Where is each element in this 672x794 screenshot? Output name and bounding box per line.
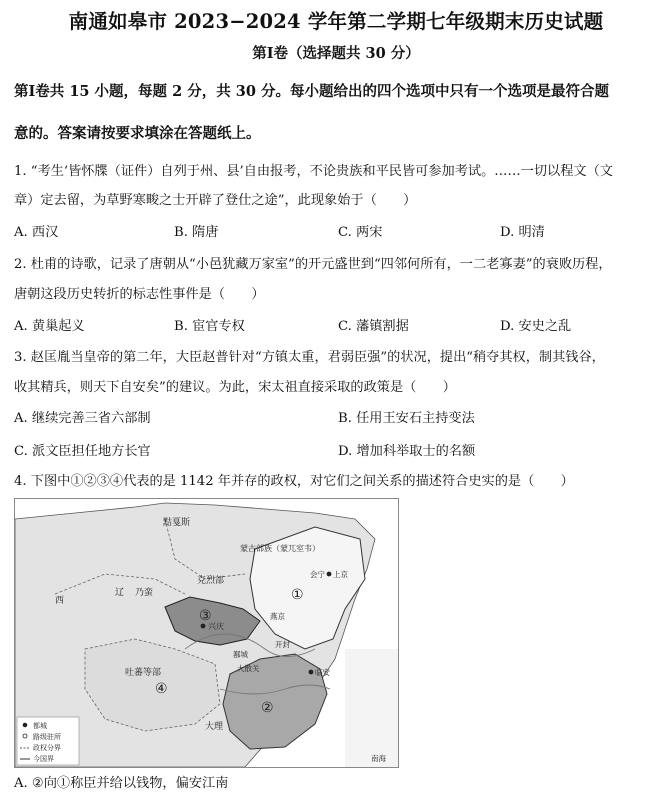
map-label-kaifeng: 开封 <box>275 640 290 649</box>
question-1-option-b[interactable]: B. 隋唐 <box>174 225 219 240</box>
question-2-option-d[interactable]: D. 安史之乱 <box>500 319 572 334</box>
map-label-tubo: 吐蕃等部 <box>125 668 162 678</box>
question-3-line-1: 3. 赵匡胤当皇帝的第二年，大臣赵普针对“方镇太重，君弱臣强”的状况，提出“稍夺其权，制其钱谷， <box>14 350 605 365</box>
map-label-dasanguan: 大散关 <box>237 664 260 673</box>
map-label-mongol: 蒙古部族（蒙兀室韦） <box>240 544 320 553</box>
legend-boundary: 政权分界 <box>33 744 61 752</box>
question-1-option-c[interactable]: C. 两宋 <box>338 225 383 240</box>
page-title: 南通如皋市 2023−2024 学年第二学期七年级期末历史试题 <box>68 10 604 33</box>
question-1-option-d[interactable]: D. 明清 <box>500 225 545 240</box>
question-4-option-a[interactable]: A. ②向①称臣并给以钱物，偏安江南 <box>14 776 229 791</box>
capital-dot <box>201 624 206 629</box>
question-2-option-b[interactable]: B. 宦官专权 <box>174 319 245 334</box>
map-figure <box>15 499 398 767</box>
map-label-naiman: 乃蛮 <box>135 588 154 598</box>
map-label-huining: 会宁 <box>310 570 325 579</box>
question-4-line-1: 4. 下图中①②③④代表的是 1142 年并存的政权，对它们之间关系的描述符合史实的是（ ） <box>14 474 574 489</box>
legend-national-border: 今国界 <box>33 755 54 763</box>
question-3-line-2: 收其精兵，则天下自安矣”的建议。为此，宋太祖直接采取的政策是（ ） <box>14 380 456 395</box>
map-label-nanhai: 南海 <box>371 754 386 763</box>
question-3-option-d[interactable]: D. 增加科举取士的名额 <box>338 444 476 459</box>
historical-map <box>14 498 399 768</box>
question-1-option-a[interactable]: A. 西汉 <box>14 225 59 240</box>
capital-dot <box>327 572 332 577</box>
capital-dot <box>309 670 314 675</box>
marker-1: ① <box>291 587 304 603</box>
map-label-liao: 辽 <box>115 588 125 598</box>
map-label-dali: 大理 <box>205 722 224 732</box>
map-label-shancheng: 鄯城 <box>233 650 248 659</box>
map-label-linan: 临安 <box>315 668 330 677</box>
map-label-xingqing: 兴庆 <box>208 622 224 631</box>
map-label-kelie: 克烈部 <box>197 576 225 586</box>
question-2-line-2: 唐朝这段历史转折的标志性事件是（ ） <box>14 287 265 302</box>
map-label-yanjing: 燕京 <box>270 612 285 621</box>
instruction-line-2: 意的。答案请按要求填涂在答题纸上。 <box>14 125 261 142</box>
question-1-line-1: 1. “考生‘皆怀牒（证件）自列于州、县’自由报考，不论贵族和平民皆可参加考试。……一切以程文（文 <box>14 164 613 179</box>
marker-4: ④ <box>155 681 168 697</box>
section-title: 第Ⅰ卷（选择题共 30 分） <box>252 45 420 62</box>
question-3-option-a[interactable]: A. 继续完善三省六部制 <box>14 411 151 426</box>
legend-route-seat: 路级驻所 <box>33 733 61 741</box>
map-legend <box>17 717 79 765</box>
marker-2: ② <box>261 700 274 716</box>
legend-capital: 都城 <box>33 722 47 730</box>
instruction-line-1: 第Ⅰ卷共 15 小题，每题 2 分，共 30 分。每小题给出的四个选项中只有一个选项是最符合题 <box>14 83 610 100</box>
map-label-xi: 西 <box>55 596 65 606</box>
question-3-option-b[interactable]: B. 任用王安石主持变法 <box>338 411 475 426</box>
question-2-option-c[interactable]: C. 藩镇割据 <box>338 319 409 334</box>
map-label-xiajiasi: 黠戛斯 <box>163 518 191 528</box>
marker-3: ③ <box>199 608 212 624</box>
map-label-shangjing: 上京 <box>333 570 348 579</box>
question-1-line-2: 章）定去留，为草野寒畯之士开辟了登仕之途”，此现象始于（ ） <box>14 193 417 208</box>
question-2-line-1: 2. 杜甫的诗歌，记录了唐朝从“小邑犹藏万家室”的开元盛世到“四邻何所有，一二老寡妻”的衰败历程， <box>14 257 612 272</box>
question-3-option-c[interactable]: C. 派文臣担任地方长官 <box>14 444 151 459</box>
question-2-option-a[interactable]: A. 黄巢起义 <box>14 319 85 334</box>
